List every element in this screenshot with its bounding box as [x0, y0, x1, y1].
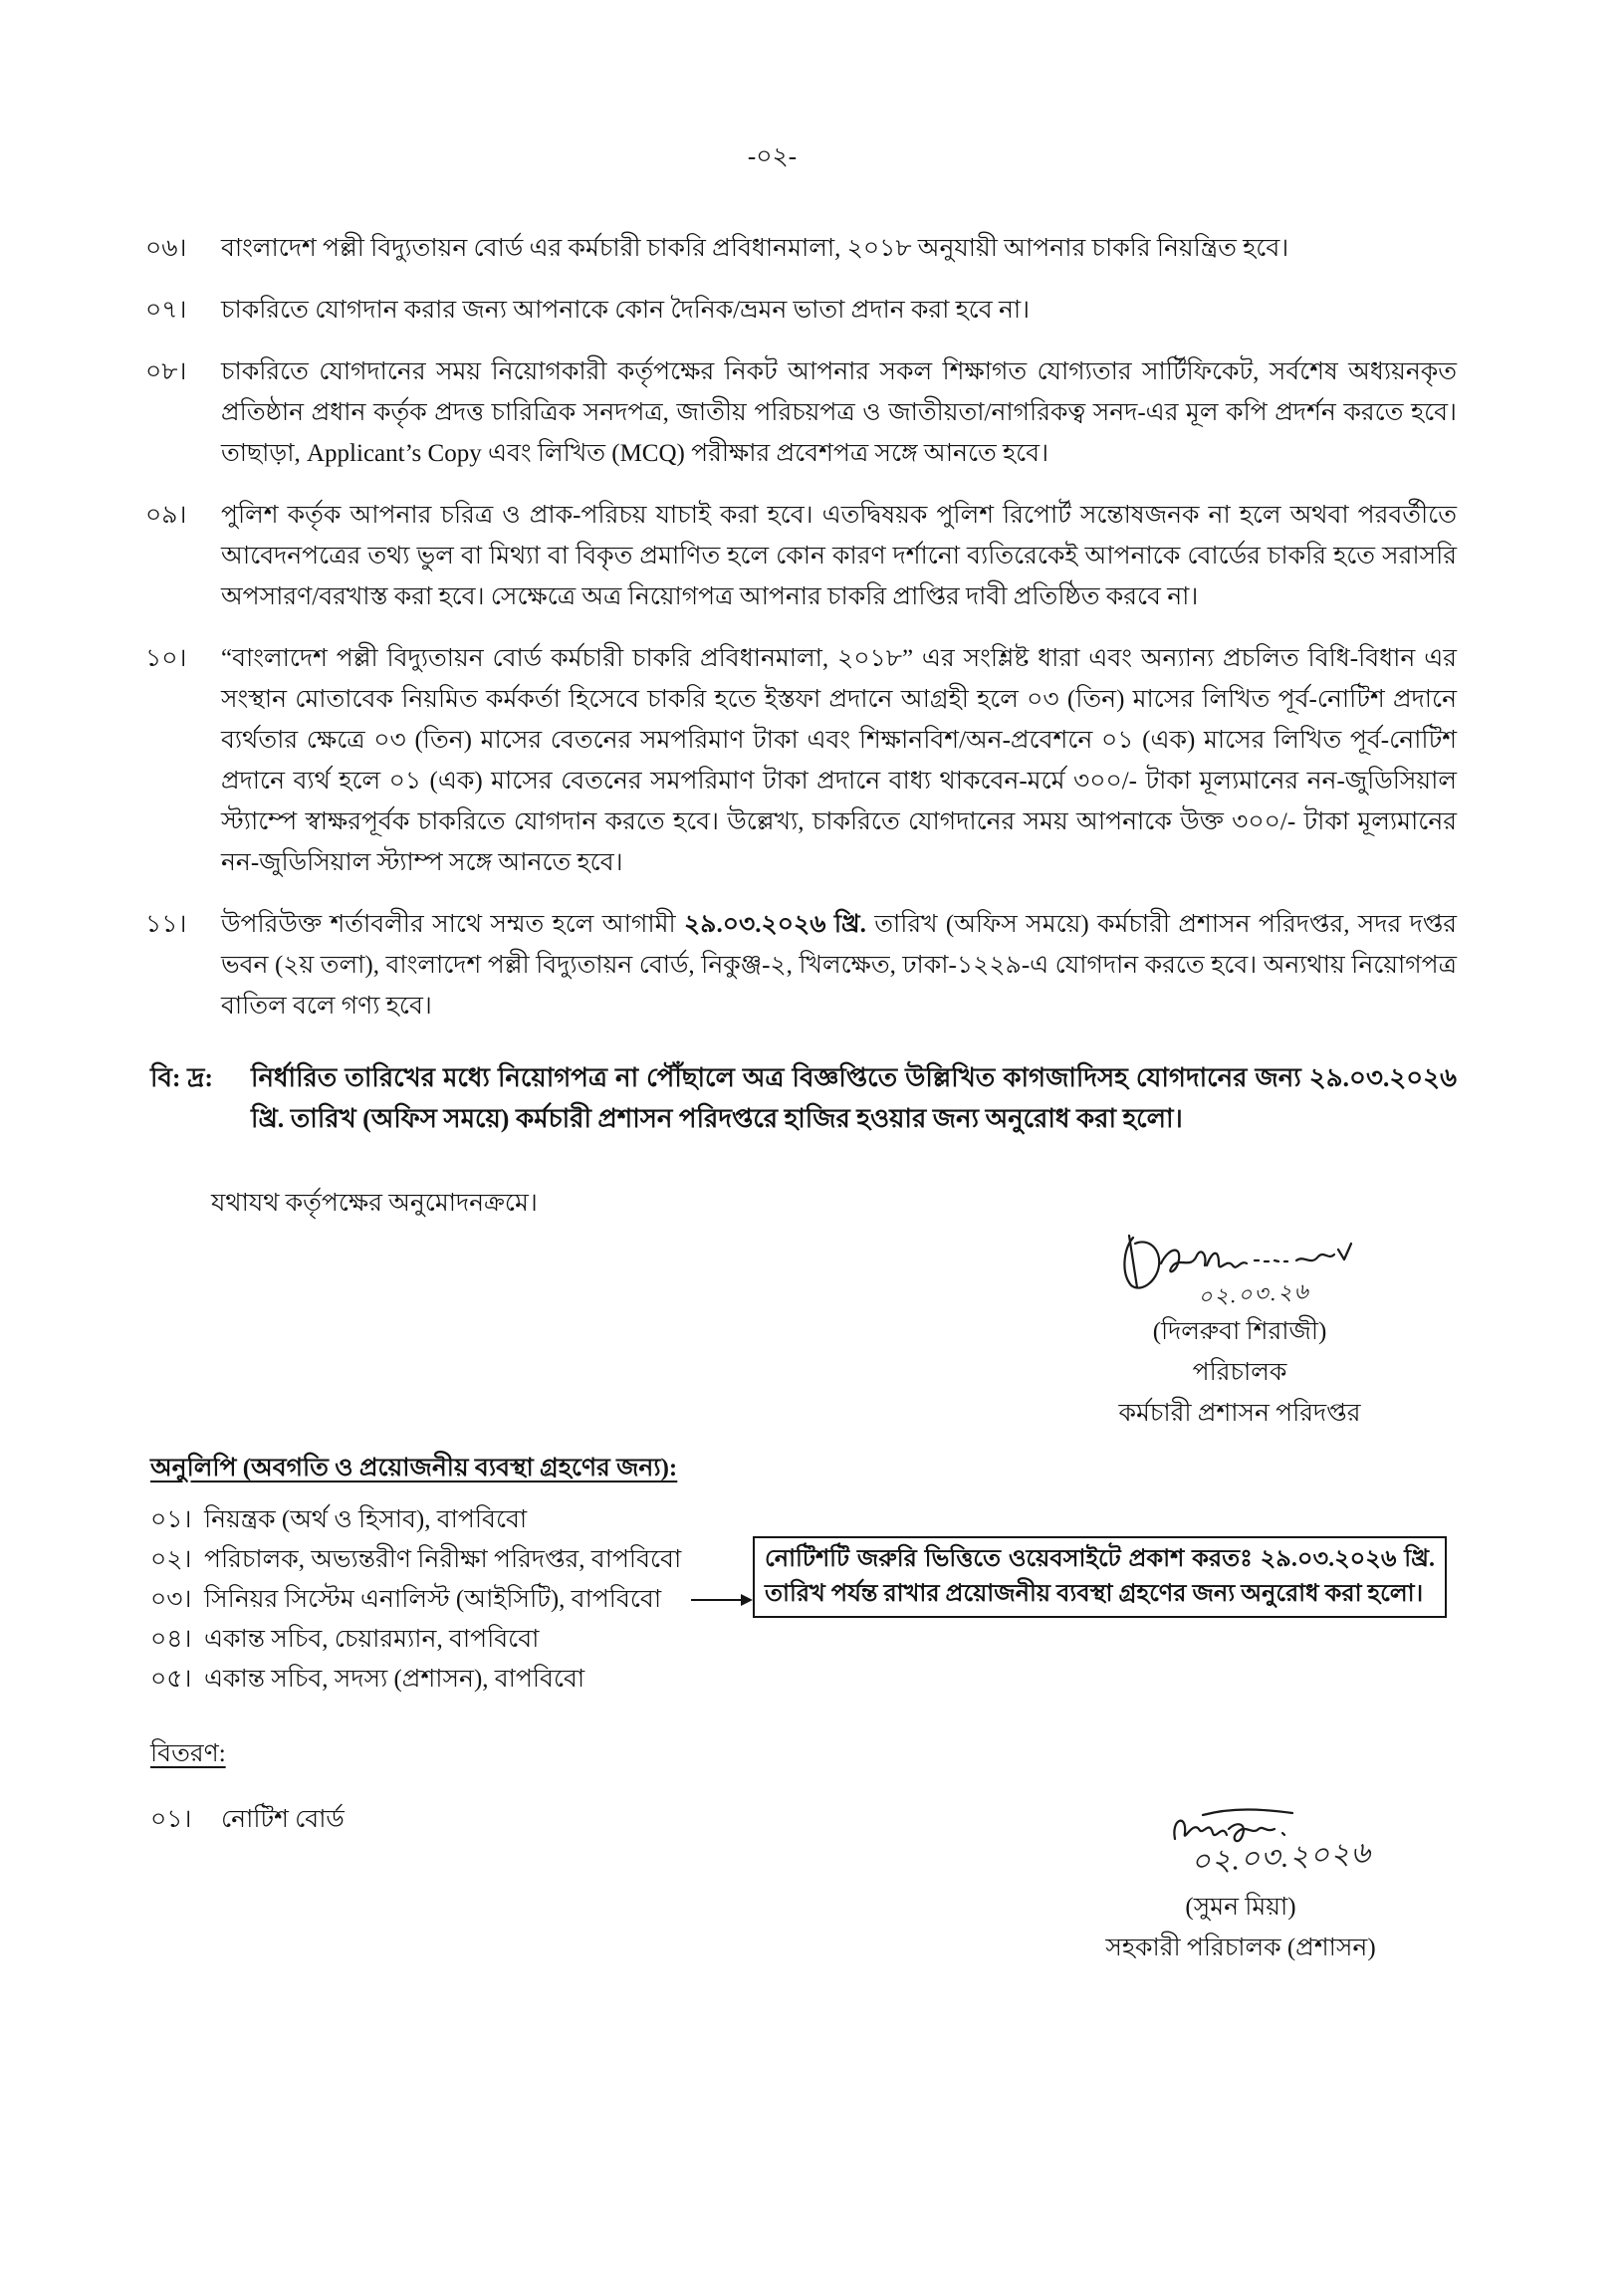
list-item — [150, 1620, 738, 1660]
clause-text: চাকরিতে যোগদানের সময় নিয়োগকারী কর্তৃপক্ষের নিকট আপনার সকল শিক্ষাগত যোগ্যতার সার্টিফিকেট, সর্বশেষ অধ্যয়নকৃত প্রতিষ্ঠান প্রধান কর্তৃক প্রদত্ত চারিত্রিক সনদপত্র, জাতীয় পরিচয়পত্র ও জাতীয়তা/নাগরিকত্ব সনদ-এর মূল কপি প্রদর্শন করতে হবে। তাছাড়া, Applicant’s Copy এবং লিখিত (MCQ) পরীক্ষার প্রবেশপত্র সঙ্গে আনতে হবে। — [221, 358, 1457, 467]
distribution-heading: বিতরণ: — [150, 1740, 226, 1767]
clause-text-after: তারিখ (অফিস সময়ে) কর্মচারী প্রশাসন পরিদপ্তর, সদর দপ্তর ভবন (২য় তলা), বাংলাদেশ পল্লী বিদ্যুতায়ন বোর্ড, নিকুঞ্জ-২, খিলক্ষেত, ঢাকা-১২২৯-এ যোগদান করতে হবে। অন্যথায় নিয়োগপত্র বাতিল বলে গণ্য হবে। — [221, 911, 1457, 1020]
clause-number: ০৮। — [145, 358, 187, 385]
clause-text-before: উপরিউক্ত শর্তাবলীর সাথে সম্মত হলে আগামী — [221, 911, 684, 938]
list-item-number: ০১। — [150, 1506, 192, 1533]
clause-text: পুলিশ কর্তৃক আপনার চরিত্র ও প্রাক-পরিচয় যাচাই করা হবে। এতদ্বিষয়ক পুলিশ রিপোর্ট সন্তোষজনক না হলে অথবা পরবর্তীতে আবেদনপত্রের তথ্য ভুল বা মিথ্যা বা বিকৃত প্রমাণিত হলে কোন কারণ দর্শানো ব্যতিরেকেই আপনাকে বোর্ডের চাকরি হতে সরাসরি অপসারণ/বরখাস্ত করা হবে। সেক্ষেত্রে অত্র নিয়োগপত্র আপনার চাকরি প্রাপ্তির দাবী প্রতিষ্ঠিত করবে না। — [221, 502, 1457, 610]
signature-block-1 — [1080, 1230, 1399, 1311]
signatory-1-name: (দিলরুবা শিরাজী) — [1152, 1318, 1327, 1345]
list-item — [150, 1799, 345, 1840]
clause-09 — [145, 495, 1457, 617]
clause-number: ০৭। — [145, 297, 187, 324]
signature-1-date: ০২.০৩.২৬ — [1197, 1278, 1311, 1309]
signatory-2-details — [1081, 1887, 1400, 1968]
note-text: নির্ধারিত তারিখের মধ্যে নিয়োগপত্র না পৌঁছালে অত্র বিজ্ঞপ্তিতে উল্লিখিত কাগজাদিসহ যোগদানের জন্য ২৯.০৩.২০২৬ খ্রি. তারিখ (অফিস সময়ে) কর্মচারী প্রশাসন পরিদপ্তরে হাজির হওয়ার জন্য অনুরোধ করা হলো। — [251, 1063, 1457, 1133]
clause-number: ০৬। — [145, 235, 187, 262]
signature-2-date: ০২.০৩.২০২৬ — [1190, 1836, 1372, 1879]
clause-text: “বাংলাদেশ পল্লী বিদ্যুতায়ন বোর্ড কর্মচারী চাকরি প্রবিধানমালা, ২০১৮” এর সংশ্লিষ্ট ধারা এবং অন্যান্য প্রচলিত বিধি-বিধান এর সংস্থান মোতাবেক নিয়মিত কর্মকর্তা হিসেবে চাকরি হতে ইস্তফা প্রদানে আগ্রহী হলে ০৩ (তিন) মাসের লিখিত পূর্ব-নোটিশ প্রদানে ব্যর্থতার ক্ষেত্রে ০৩ (তিন) মাসের বেতনের সমপরিমাণ টাকা এবং শিক্ষানবিশ/অন-প্রবেশনে ০১ (এক) মাসের লিখিত পূর্ব-নোটিশ প্রদানে ব্যর্থ হলে ০১ (এক) মাসের বেতনের সমপরিমাণ টাকা প্রদানে বাধ্য থাকবেন-মর্মে ৩০০/- টাকা মূল্যমানের নন-জুডিসিয়াল স্ট্যাম্পে স্বাক্ষরপূর্বক চাকরিতে যোগদান করতে হবে। উল্লেখ্য, চাকরিতে যোগদানের সময় আপনাকে উক্ত ৩০০/- টাকা মূল্যমানের নন-জুডিসিয়াল স্ট্যাম্প সঙ্গে আনতে হবে। — [221, 645, 1457, 876]
page-number: -০২- — [747, 143, 798, 170]
clause-11 — [145, 904, 1457, 1026]
clause-number: ১০। — [145, 645, 187, 672]
list-item-text: নোটিশ বোর্ড — [221, 1806, 345, 1833]
list-item-number: ০২। — [150, 1546, 192, 1573]
approval-text: যথাযথ কর্তৃপক্ষের অনুমোদনক্রমে। — [211, 1190, 538, 1217]
clause-07 — [145, 290, 1457, 331]
list-item-text: সিনিয়র সিস্টেম এনালিস্ট (আইসিটি), বাপবিবো — [204, 1586, 662, 1613]
special-note — [145, 1057, 1457, 1139]
website-notice-box: নোটিশটি জরুরি ভিত্তিতে ওয়েবসাইটে প্রকাশ করতঃ ২৯.০৩.২০২৬ খ্রি. তারিখ পর্যন্ত রাখার প্রয়োজনীয় ব্যবস্থা গ্রহণের জন্য অনুরোধ করা হলো। — [753, 1536, 1447, 1618]
joining-date-bold: ২৯.০৩.২০২৬ খ্রি. — [683, 911, 866, 938]
copy-list — [150, 1500, 738, 1700]
distribution-and-signature-2 — [145, 1799, 1457, 1968]
list-item-number: ০৩। — [150, 1586, 192, 1613]
signatory-1-details — [1080, 1311, 1399, 1434]
signatory-1-designation: পরিচালক — [1192, 1359, 1287, 1386]
signatory-2-designation: সহকারী পরিচালক (প্রশাসন) — [1105, 1935, 1376, 1961]
list-item-text: একান্ত সচিব, চেয়ারম্যান, বাপবিবো — [204, 1626, 540, 1653]
list-item-number: ০১। — [150, 1806, 192, 1833]
clause-08 — [145, 351, 1457, 474]
arrow-right-icon — [691, 1590, 753, 1610]
list-item — [150, 1500, 738, 1540]
clause-number: ০৯। — [145, 502, 187, 529]
list-item — [150, 1660, 738, 1700]
list-item — [150, 1540, 738, 1580]
copy-heading: অনুলিপি (অবগতি ও প্রয়োজনীয় ব্যবস্থা গ্রহণের জন্য): — [150, 1455, 678, 1481]
signatory-1-office: কর্মচারী প্রশাসন পরিদপ্তর — [1118, 1400, 1361, 1427]
clause-text: চাকরিতে যোগদান করার জন্য আপনাকে কোন দৈনিক/ভ্রমন ভাতা প্রদান করা হবে না। — [221, 297, 1031, 324]
clause-06 — [145, 228, 1457, 269]
document-page — [145, 136, 1457, 1968]
clause-number: ১১। — [145, 911, 187, 938]
list-item-number: ০৫। — [150, 1666, 192, 1693]
list-item-text: একান্ত সচিব, সদস্য (প্রশাসন), বাপবিবো — [204, 1666, 585, 1693]
list-item-text: নিয়ন্ত্রক (অর্থ ও হিসাব), বাপবিবো — [204, 1506, 528, 1533]
list-item — [150, 1580, 738, 1620]
list-item-text: পরিচালক, অভ্যন্তরীণ নিরীক্ষা পরিদপ্তর, বাপবিবো — [204, 1546, 682, 1573]
note-label: বি: দ্র: — [150, 1063, 214, 1092]
list-item-number: ০৪। — [150, 1626, 192, 1653]
clause-text — [221, 904, 1457, 1026]
clause-10 — [145, 638, 1457, 883]
signatory-2-name: (সুমন মিয়া) — [1185, 1894, 1296, 1921]
copy-section — [145, 1500, 1457, 1700]
clause-text: বাংলাদেশ পল্লী বিদ্যুতায়ন বোর্ড এর কর্মচারী চাকরি প্রবিধানমালা, ২০১৮ অনুযায়ী আপনার চাকরি নিয়ন্ত্রিত হবে। — [221, 235, 1289, 262]
clause-list — [145, 228, 1457, 1026]
